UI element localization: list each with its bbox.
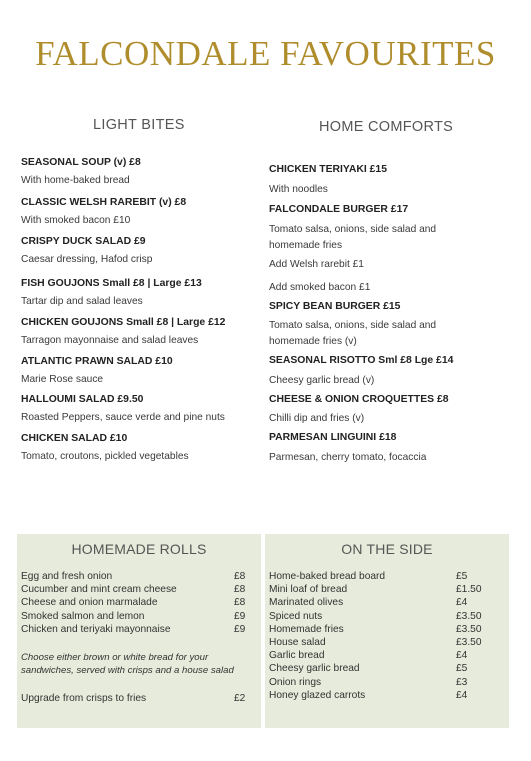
item-name: CRISPY DUCK SALAD £9	[21, 236, 146, 247]
light-bites-item	[21, 236, 152, 265]
item-description: homemade fries (v)	[269, 336, 357, 347]
item-name: Upgrade from crisps to fries	[21, 693, 147, 704]
light-bites-item	[21, 394, 225, 423]
item-name: HALLOUMI SALAD £9.50	[21, 394, 144, 405]
item-price: £3.50	[456, 610, 482, 622]
item-name: ATLANTIC PRAWN SALAD £10	[21, 356, 173, 367]
item-name: Egg and fresh onion	[21, 571, 113, 582]
item-description: Caesar dressing, Hafod crisp	[21, 254, 153, 265]
item-price: £8	[234, 597, 246, 609]
light-bites-heading: LIGHT BITES	[93, 117, 185, 133]
item-price: £9	[234, 610, 246, 622]
item-name: Honey glazed carrots	[269, 689, 366, 701]
item-name: House salad	[269, 636, 326, 648]
item-price: £8	[234, 571, 246, 582]
item-price: £1.50	[456, 584, 482, 596]
item-name: Chicken and teriyaki mayonnaise	[21, 623, 171, 635]
item-price: £9	[234, 623, 246, 635]
item-name: PARMESAN LINGUINI £18	[269, 432, 397, 443]
item-description: Tomato salsa, onions, side salad and	[269, 320, 437, 331]
item-price: £2	[234, 693, 246, 704]
item-price: £4	[456, 650, 468, 662]
on-the-side-heading: ON THE SIDE	[341, 541, 433, 557]
item-name: CHICKEN TERIYAKI £15	[269, 164, 387, 175]
item-name: Onion rings	[269, 676, 322, 688]
item-price: £4	[456, 597, 468, 609]
item-name: SPICY BEAN BURGER £15	[269, 301, 401, 312]
item-name: Marinated olives	[269, 597, 344, 609]
item-description: With home-baked bread	[21, 175, 130, 186]
light-bites-item	[21, 197, 186, 226]
item-description: Add Welsh rarebit £1	[269, 259, 364, 270]
item-description: With smoked bacon £10	[21, 215, 131, 226]
item-description: Tomato, croutons, pickled vegetables	[21, 451, 189, 462]
item-price: £3	[456, 676, 468, 688]
item-description: Cheesy garlic bread (v)	[269, 375, 375, 386]
item-price: £4	[456, 689, 468, 701]
homemade-rolls-heading: HOMEMADE ROLLS	[71, 541, 207, 557]
homemade-rolls-panel	[17, 534, 261, 728]
item-name: Cucumber and mint cream cheese	[21, 584, 177, 596]
item-name: FISH GOUJONS Small £8 | Large £13	[21, 278, 202, 289]
item-description: Tartar dip and salad leaves	[21, 296, 143, 307]
light-bites-item	[21, 278, 202, 307]
item-description: Add smoked bacon £1	[269, 282, 371, 293]
item-description: homemade fries	[269, 240, 343, 251]
item-name: Garlic bread	[269, 650, 325, 662]
light-bites-item	[21, 157, 141, 186]
light-bites-item	[21, 433, 189, 462]
note-line: Choose either brown or white bread for your	[21, 652, 209, 663]
item-name: SEASONAL SOUP (v) £8	[21, 157, 141, 168]
item-name: Mini loaf of bread	[269, 584, 348, 596]
home-comforts-heading: HOME COMFORTS	[319, 119, 454, 135]
item-price: £8	[234, 584, 246, 596]
item-name: CHEESE & ONION CROQUETTES £8	[269, 394, 449, 405]
light-bites-item	[21, 317, 225, 346]
item-name: Smoked salmon and lemon	[21, 610, 145, 622]
item-price: £3.50	[456, 623, 482, 635]
on-the-side-panel	[265, 534, 509, 728]
bread-note	[21, 651, 253, 677]
item-name: CHICKEN SALAD £10	[21, 433, 128, 444]
item-description: Parmesan, cherry tomato, focaccia	[269, 452, 427, 463]
item-name: Spiced nuts	[269, 610, 323, 622]
item-price: £3.50	[456, 636, 482, 648]
item-price: £5	[456, 571, 468, 582]
note-line: sandwiches, served with crisps and a house salad	[21, 665, 234, 676]
light-bites-item	[21, 356, 173, 385]
item-description: Tarragon mayonnaise and salad leaves	[21, 335, 199, 346]
item-name: Cheese and onion marmalade	[21, 597, 158, 609]
item-name: Home-baked bread board	[269, 571, 386, 582]
item-name: FALCONDALE BURGER £17	[269, 204, 409, 215]
menu-title: FALCONDALE FAVOURITES	[35, 34, 496, 73]
item-description: Tomato salsa, onions, side salad and	[269, 224, 437, 235]
item-description: Chilli dip and fries (v)	[269, 413, 365, 424]
item-name: CLASSIC WELSH RAREBIT (v) £8	[21, 197, 187, 208]
item-name: Homemade fries	[269, 623, 344, 635]
upgrade-row	[21, 693, 257, 706]
item-description: With noodles	[269, 184, 328, 195]
item-price: £5	[456, 663, 468, 675]
item-description: Roasted Peppers, sauce verde and pine nuts	[21, 412, 225, 423]
item-name: CHICKEN GOUJONS Small £8 | Large £12	[21, 317, 226, 328]
item-description: Marie Rose sauce	[21, 374, 104, 385]
item-name: Cheesy garlic bread	[269, 663, 360, 675]
item-name: SEASONAL RISOTTO Sml £8 Lge £14	[269, 355, 454, 366]
